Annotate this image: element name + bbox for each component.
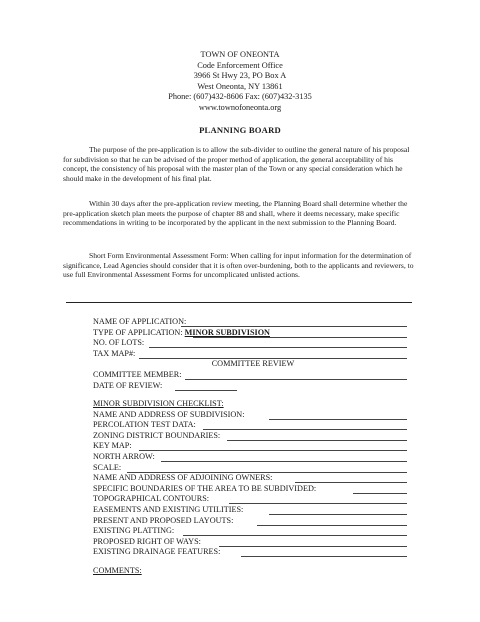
checklist-item[interactable]: PERCOLATION TEST DATA:	[93, 420, 413, 431]
type-of-application-row[interactable]	[93, 328, 413, 339]
name-of-application-row[interactable]	[93, 317, 413, 328]
checklist-item[interactable]: ZONING DISTRICT BOUNDARIES:	[93, 431, 413, 442]
checklist-heading: MINOR SUBDIVISION CHECKLIST:	[93, 399, 224, 408]
name-of-application-label: NAME OF APPLICATION:	[93, 317, 187, 326]
checklist-item[interactable]: KEY MAP:	[93, 441, 413, 452]
no-of-lots-row[interactable]	[93, 338, 413, 349]
checklist-item[interactable]: EXISTING PLATTING:	[93, 526, 413, 537]
comments-label: COMMENTS:	[93, 566, 142, 575]
comments-section	[93, 566, 413, 577]
date-of-review-line[interactable]	[175, 390, 237, 391]
street-address: 3966 St Hwy 23, PO Box A	[193, 71, 287, 81]
paragraph-purpose: The purpose of the pre-application is to allow the sub-divider to outline the general nature of his proposal for subdivision so that he can be advised of the proper method of application, the general acceptability of his concept, the consistency of his proposal with the master plan of the Town or any special consideration which he should make in the development of his final plat.	[63, 145, 410, 184]
paragraph-eaf: Short Form Environmental Assessment Form: When calling for input information for the determination of significance, Lead Agencies should consider that it is often over-burdening, both to the applicants and reviewers, to use full Environmental Assessment Forms for uncomplicated unlisted actions.	[63, 251, 414, 280]
date-of-review-row[interactable]	[93, 381, 413, 392]
minor-subdivision-checklist	[93, 399, 413, 558]
checklist-item[interactable]: SCALE:	[93, 463, 413, 474]
checklist-item[interactable]: SPECIFIC BOUNDARIES OF THE AREA TO BE SUBDIVIDED:	[93, 484, 413, 495]
phone-fax: Phone: (607)432-8606 Fax: (607)432-3135	[168, 92, 312, 102]
page-title: PLANNING BOARD	[199, 125, 281, 135]
checklist-item[interactable]: EXISTING DRAINAGE FEATURES:	[93, 547, 413, 558]
checklist-item[interactable]: EASEMENTS AND EXISTING UTILITIES:	[93, 505, 413, 516]
website: www.townofoneonta.org	[198, 102, 282, 112]
checklist-item[interactable]: TOPOGRAPHICAL CONTOURS:	[93, 494, 413, 505]
paragraph-review: Within 30 days after the pre-application review meeting, the Planning Board shall determine whether the pre-application sketch plan meets the purpose of chapter 88 and shall, where it deems necessary, make specific recommendations in writing to be incorporated by the applicant in the next submission to the Planning Board.	[63, 199, 408, 228]
checklist-item[interactable]: NORTH ARROW:	[93, 452, 413, 463]
no-of-lots-label: NO. OF LOTS:	[93, 338, 145, 348]
checklist-item[interactable]: PRESENT AND PROPOSED LAYOUTS:	[93, 516, 413, 527]
committee-review-heading: COMMITTEE REVIEW	[211, 359, 295, 369]
checklist-item[interactable]: NAME AND ADDRESS OF ADJOINING OWNERS:	[93, 473, 413, 484]
comments-row[interactable]	[93, 566, 413, 577]
town-name: TOWN OF ONEONTA	[200, 50, 280, 59]
letterhead	[0, 50, 480, 114]
checklist-item[interactable]: NAME AND ADDRESS OF SUBDIVISION:	[93, 410, 413, 421]
committee-member-label: COMMITTEE MEMBER:	[93, 369, 182, 379]
committee-member-row[interactable]	[93, 370, 413, 381]
date-of-review-label: DATE OF REVIEW:	[93, 380, 163, 390]
section-divider	[66, 302, 412, 303]
office-name: Code Enforcement Office	[197, 60, 283, 70]
application-form	[93, 317, 413, 391]
checklist-item-line[interactable]	[241, 556, 407, 557]
type-of-application-value: MINOR SUBDIVISION	[184, 327, 270, 337]
checklist-item[interactable]: PROPOSED RIGHT OF WAYS:	[93, 537, 413, 548]
type-of-application-label: TYPE OF APPLICATION: MINOR SUBDIVISION	[93, 327, 270, 337]
tax-map-row[interactable]	[93, 349, 413, 360]
city-state-zip: West Oneonta, NY 13861	[197, 81, 283, 91]
tax-map-label: TAX MAP#:	[93, 348, 136, 358]
